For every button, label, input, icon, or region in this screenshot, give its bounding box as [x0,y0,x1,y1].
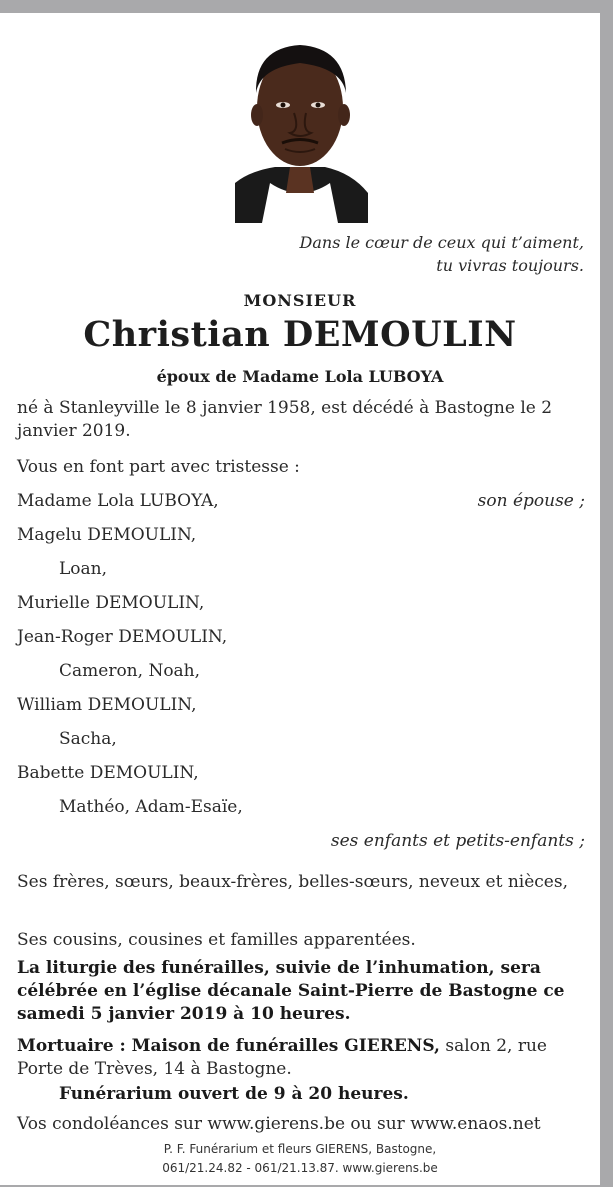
family-relation: son épouse ; [477,491,585,511]
family-row: Magelu DEMOULIN, [17,525,197,545]
family-row: Jean-Roger DEMOULIN, [17,627,228,647]
cousins-text: Ses cousins, cousines et familles apparentées. [17,930,416,950]
footer-line-1: P. F. Funérarium et fleurs GIERENS, Bastogne, [163,1142,437,1156]
announcement-text: Vous en font part avec tristesse : [17,457,300,477]
family-row: Mathéo, Adam-Esaïe, [59,797,243,817]
condolences-text: Vos condoléances sur www.gierens.be ou sur www.enaos.net [17,1114,541,1134]
salutation: MONSIEUR [243,291,357,310]
birth-death-text: né à Stanleyville le 8 janvier 1958, est décédé à Bastogne le 2 janvier 2019. [17,398,553,441]
family-row: William DEMOULIN, [17,695,197,715]
family-row: Cameron, Noah, [59,661,201,681]
footer-line-2: 061/21.24.82 - 061/21.13.87. www.gierens.be [162,1161,438,1175]
family-row: Sacha, [59,729,117,749]
siblings-text: Ses frères, sœurs, beaux-frères, belles-sœurs, neveux et nièces, [17,872,568,892]
mortuary-text [17,1035,587,1081]
liturgy-text: La liturgie des funérailles, suivie de l’inhumation, sera célébrée en l’église décanale Saint-Pierre de Bastogne ce samedi 5 janvier 2019 à 10 heures. [17,958,565,1024]
spouse-line: époux de Madame Lola LUBOYA [156,367,444,386]
children-relation: ses enfants et petits-enfants ; [330,831,585,851]
obituary-card [0,13,600,1185]
memorial-quote [300,231,584,277]
portrait-photo [230,33,370,223]
funeral-home-footer [0,1140,600,1178]
family-row: Loan, [59,559,108,579]
family-row [17,490,585,512]
quote-line-2: tu vivras toujours. [436,256,584,275]
family-row: Murielle DEMOULIN, [17,593,205,613]
mortuary-address: salon 2, rue Porte de Trèves, 14 à Bastogne. [17,1036,547,1079]
mortuary-label: Mortuaire : Maison de funérailles GIERENS, [17,1036,440,1056]
family-row: Babette DEMOULIN, [17,763,199,783]
quote-line-1: Dans le cœur de ceux qui t’aiment, [299,233,584,252]
deceased-name: Christian DEMOULIN [83,314,517,355]
family-member-name: Madame Lola LUBOYA, [17,491,219,511]
funerarium-hours: Funérarium ouvert de 9 à 20 heures. [59,1084,409,1104]
